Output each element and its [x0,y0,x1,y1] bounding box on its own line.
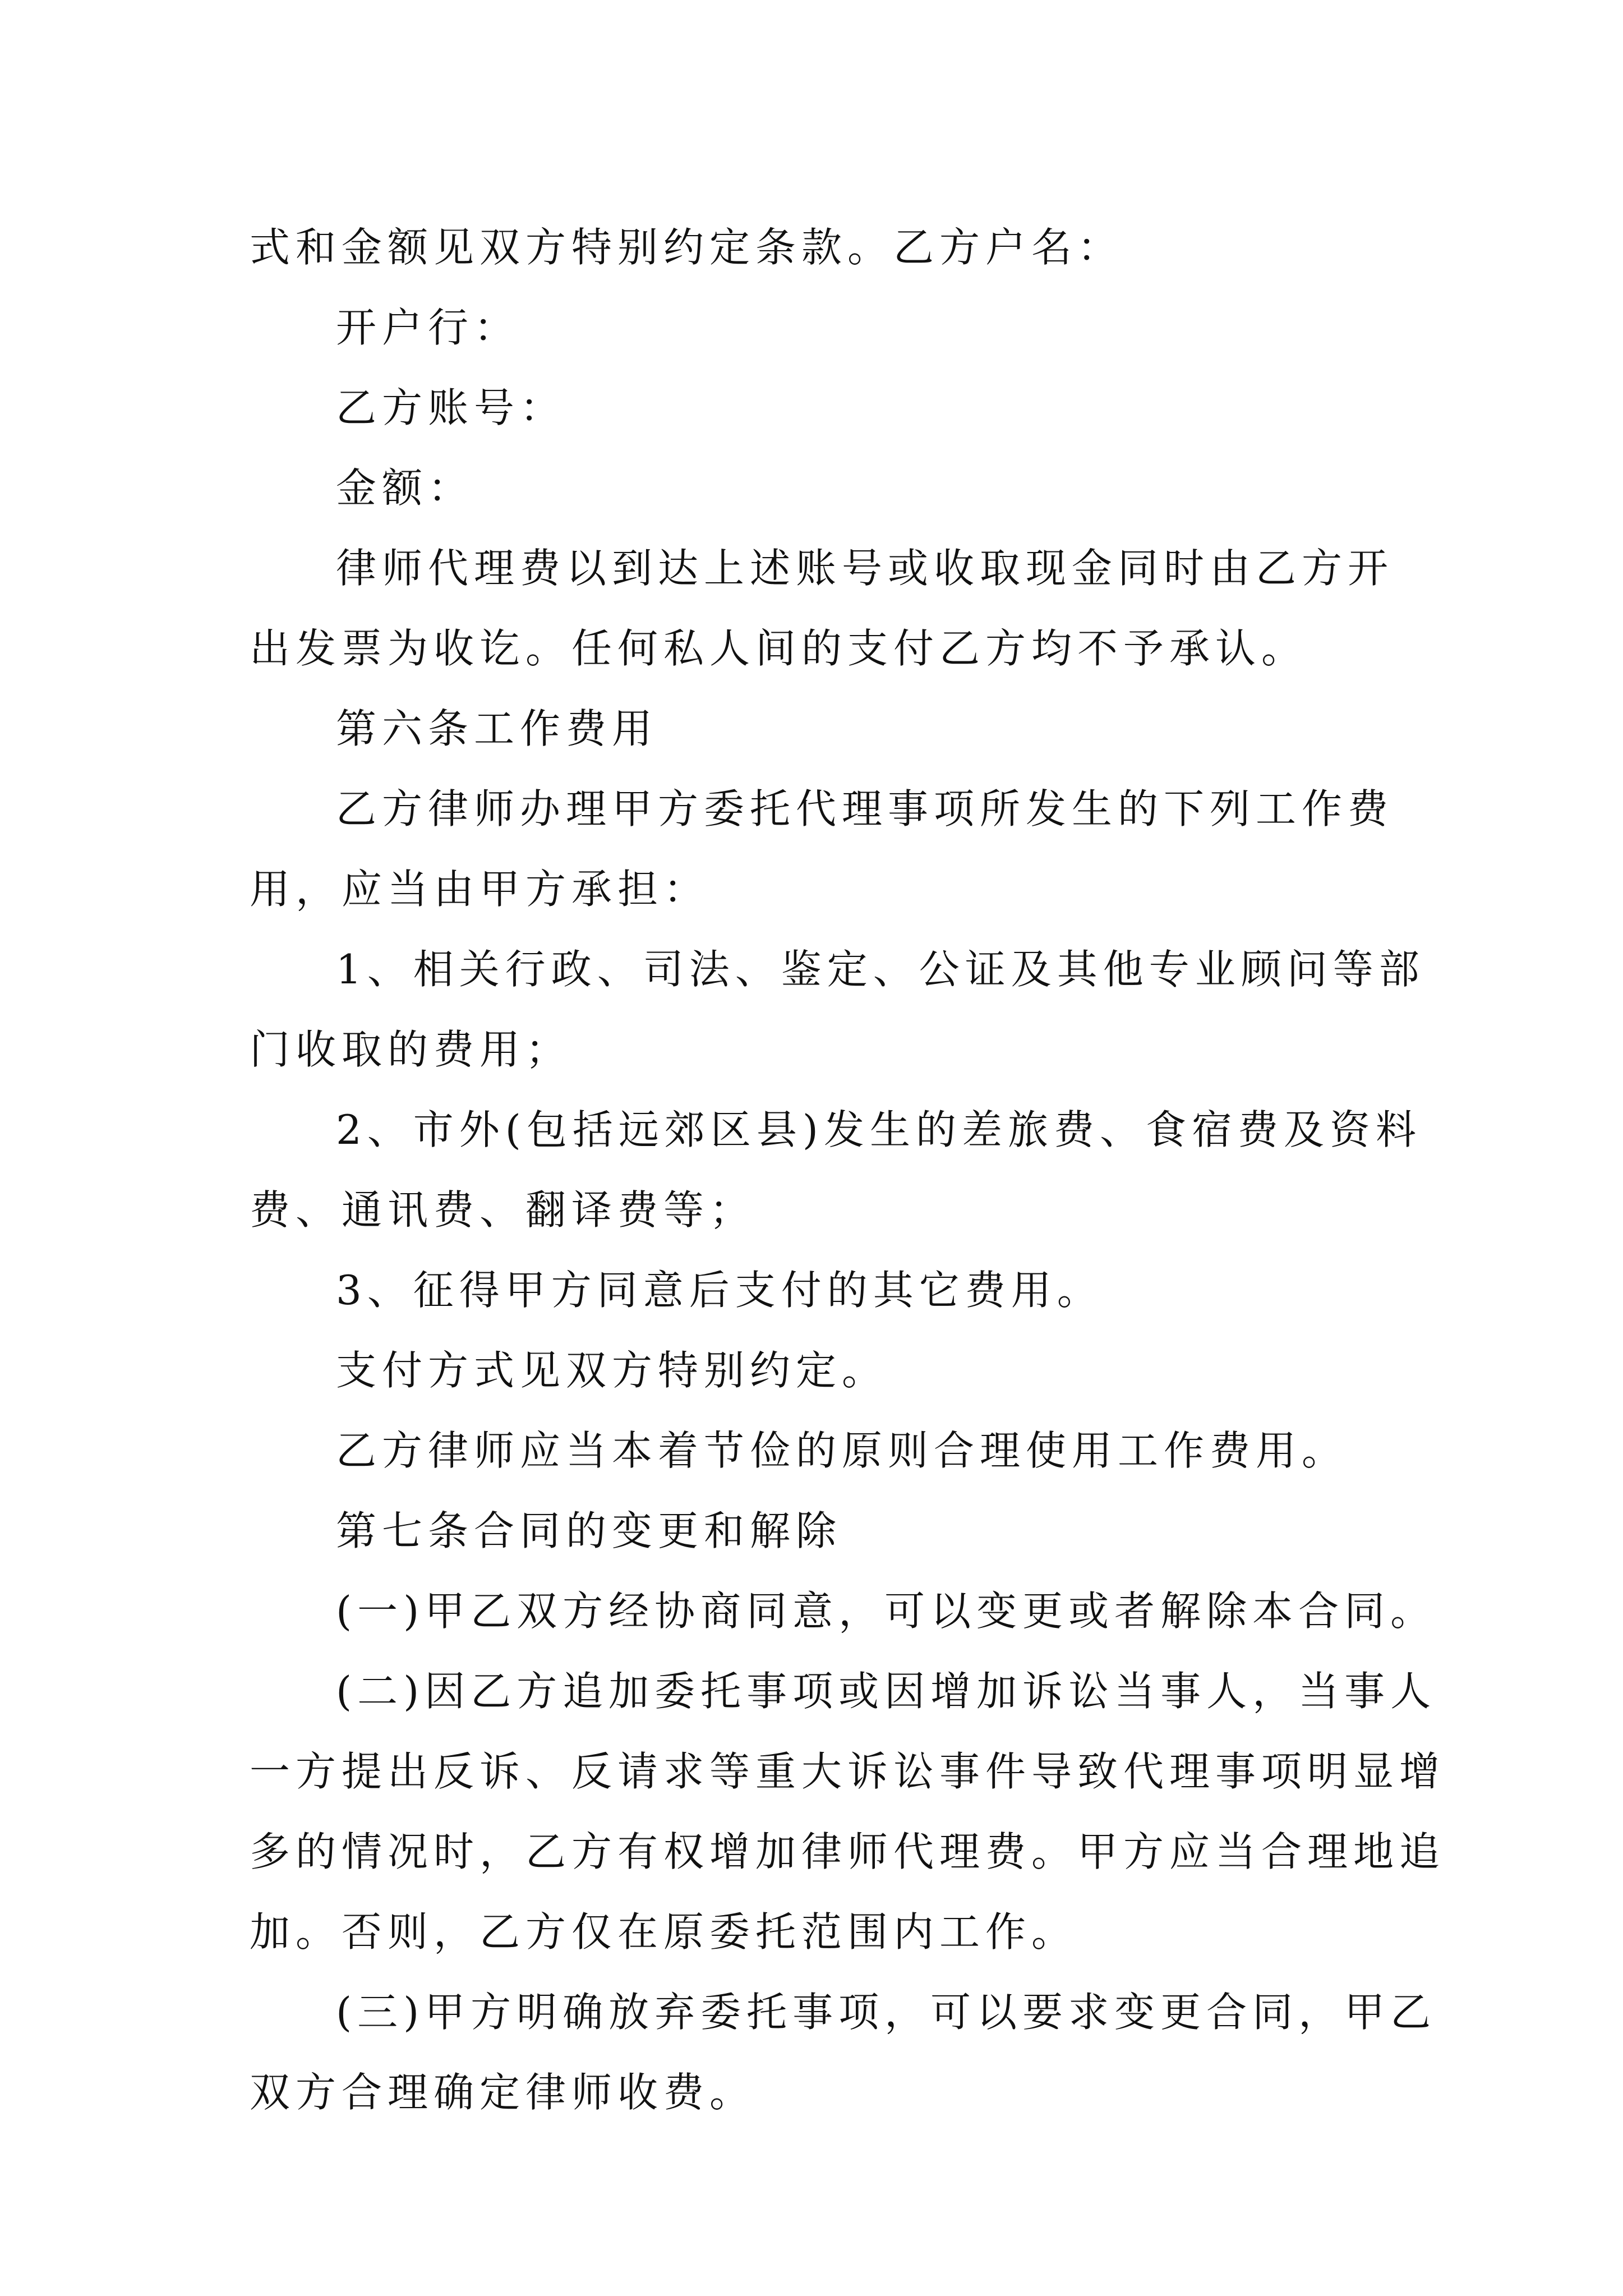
text-line: 律师代理费以到达上述账号或收取现金同时由乙方开 [336,545,1394,592]
section-heading: 第七条合同的变更和解除 [336,1507,842,1554]
list-item: 3、征得甲方同意后支付的其它费用。 [336,1267,1103,1314]
list-item: (一)甲乙双方经协商同意，可以变更或者解除本合同。 [336,1588,1437,1635]
document-body [250,208,1446,2133]
text-line: 用，应当由甲方承担： [250,866,710,913]
list-item: 1、相关行政、司法、鉴定、公证及其他专业顾问等部 [336,946,1425,993]
text-line: 乙方律师办理甲方委托代理事项所发生的下列工作费 [336,785,1394,832]
text-line: 出发票为收讫。任何私人间的支付乙方均不予承认。 [250,625,1308,672]
list-item: 2、市外(包括远郊区县)发生的差旅费、食宿费及资料 [336,1106,1422,1153]
list-item: (三)甲方明确放弃委托事项，可以要求变更合同，甲乙 [336,1989,1437,2036]
section-heading: 第六条工作费用 [336,705,658,752]
text-line: 一方提出反诉、反请求等重大诉讼事件导致代理事项明显增 [250,1748,1446,1795]
text-line: 双方合理确定律师收费。 [250,2069,756,2116]
text-line: 乙方账号： [336,384,566,431]
text-line: 门收取的费用； [250,1026,572,1073]
text-line: 式和金额见双方特别约定条款。乙方户名： [250,224,1124,271]
text-line: 费、通讯费、翻译费等； [250,1186,756,1234]
text-line: 加。否则，乙方仅在原委托范围内工作。 [250,1908,1078,1955]
text-line: 多的情况时，乙方有权增加律师代理费。甲方应当合理地追 [250,1828,1446,1875]
text-line: 乙方律师应当本着节俭的原则合理使用工作费用。 [336,1427,1348,1474]
list-item: (二)因乙方追加委托事项或因增加诉讼当事人，当事人 [336,1668,1437,1715]
text-line: 开户行： [336,304,520,351]
text-line: 金额： [336,464,474,512]
text-line: 支付方式见双方特别约定。 [336,1347,888,1394]
